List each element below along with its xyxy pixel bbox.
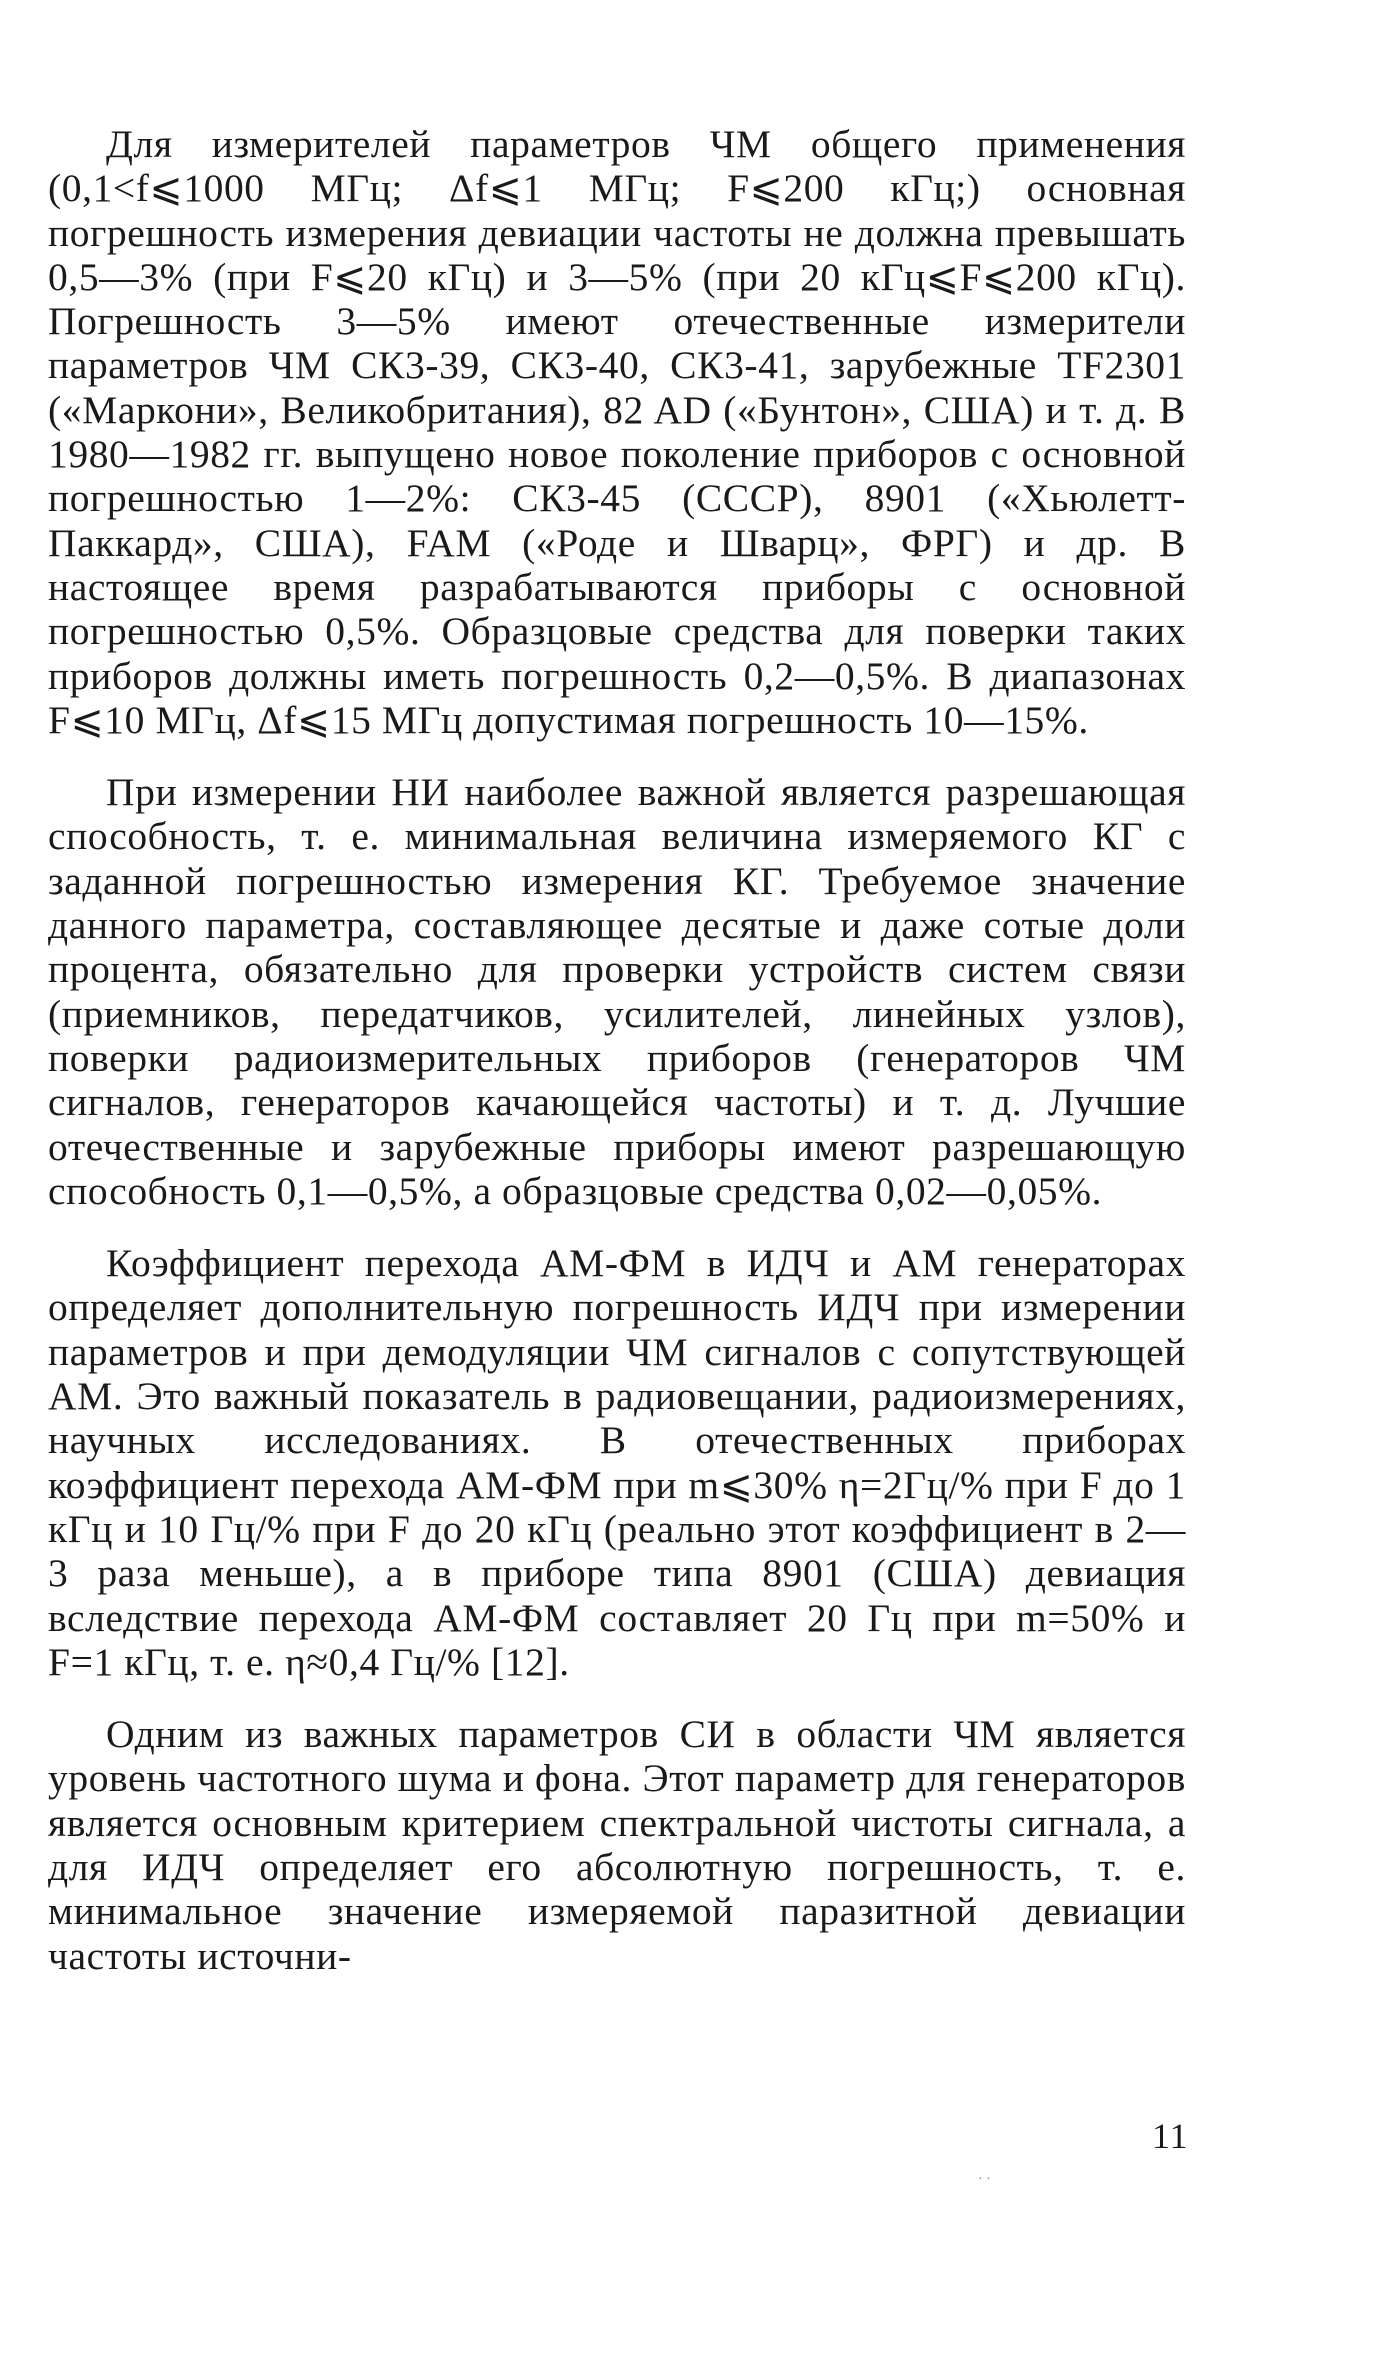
paragraph-fm-meter-accuracy: Для измерителей параметров ЧМ общего применения (0,1<f⩽1000 МГц; Δf⩽1 МГц; F⩽200 кГц;) основная погрешность измерения девиации частоты не должна превышать 0,5—3% (при F⩽20 кГц) и 3—5% (при 20 кГц⩽F⩽200 кГц). Погрешность 3—5% имеют отечественные измерители параметров ЧМ СК3-39, СК3-40, СК3-41, зарубежные TF2301 («Маркони», Великобритания), 82 AD («Бунтон», США) и т. д. В 1980—1982 гг. выпущено новое поколение приборов с основной погрешностью 1—2%: СК3-45 (СССР), 8901 («Хьюлетт-Паккард», США), FAM («Роде и Шварц», ФРГ) и др. В настоящее время разрабатываются приборы с основной погрешностью 0,5%. Образцовые средства для поверки таких приборов должны иметь погрешность 0,2—0,5%. В диапазонах F⩽10 МГц, Δf⩽15 МГц допустимая погрешность 10—15%.: [48, 122, 1186, 742]
paragraph-resolution: При измерении НИ наиболее важной является разрешающая способность, т. е. минимальная величина измеряемого КГ с заданной погрешностью измерения КГ. Требуемое значение данного параметра, составляющее десятые и даже сотые доли процента, обязательно для проверки устройств систем связи (приемников, передатчиков, усилителей, линейных узлов), поверки радиоизмерительных приборов (генераторов ЧМ сигналов, генераторов качающейся частоты) и т. д. Лучшие отечественные и зарубежные приборы имеют разрешающую способность 0,1—0,5%, а образцовые средства 0,02—0,05%.: [48, 770, 1186, 1213]
page-number: 11: [1152, 2116, 1189, 2156]
paragraph-am-fm-conversion: Коэффициент перехода АМ-ФМ в ИДЧ и АМ генераторах определяет дополнительную погрешность ИДЧ при измерении параметров и при демодуляции ЧМ сигналов с сопутствующей АМ. Это важный показатель в радиовещании, радиоизмерениях, научных исследованиях. В отечественных приборах коэффициент перехода АМ-ФМ при m⩽30% η=2Гц/% при F до 1 кГц и 10 Гц/% при F до 20 кГц (реально этот коэффициент в 2—3 раза меньше), а в приборе типа 8901 (США) девиация вследствие перехода АМ-ФМ составляет 20 Гц при m=50% и F=1 кГц, т. е. η≈0,4 Гц/% [12].: [48, 1241, 1186, 1684]
scan-artifact-dots: · ·: [978, 2172, 991, 2187]
body-text: [48, 122, 1186, 1978]
paragraph-frequency-noise: Одним из важных параметров СИ в области ЧМ является уровень частотного шума и фона. Этот параметр для генераторов является основным критерием спектральной чистоты сигнала, а для ИДЧ определяет его абсолютную погрешность, т. е. минимальное значение измеряемой паразитной девиации частоты источни-: [48, 1712, 1186, 1978]
